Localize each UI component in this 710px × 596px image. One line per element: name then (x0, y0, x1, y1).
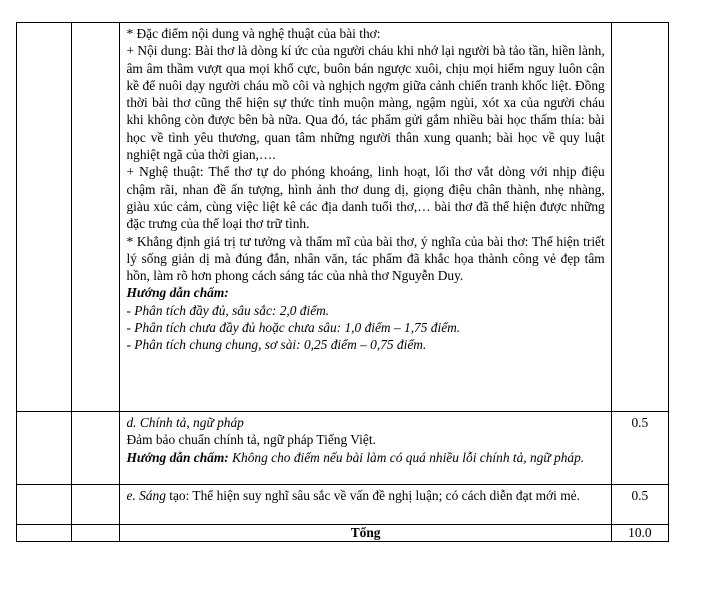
score-cell (611, 23, 668, 412)
cell-col2 (72, 23, 120, 412)
grading-table (16, 22, 669, 542)
content-paragraph: + Nội dung: Bài thơ là dòng kí ức của người cháu khi nhớ lại người bà tảo tần, hiền lành, âm âm thầm vượt qua mọi khổ cực, buôn bán ngược xuôi, chịu mọi hiểm nguy luôn cận kề để nuôi dạy người cháu mồ côi và nghịch ngợm giữa cảnh chiến tranh khốc liệt. Đồng thời bài thơ cũng thể hiện sự thức tỉnh muộn màng, ngậm ngùi, xót xa của người cháu khi không còn được bên bà nữa. Qua đó, tác phẩm gửi gắm nhiều bài học thấm thía: bài học về tình yêu thương, quan tâm những người thân xung quanh; bài học về quy luật nghiệt ngã của thời gian,…. (126, 43, 605, 163)
total-row (17, 525, 669, 542)
content-cell (120, 23, 611, 412)
cell-col1 (17, 412, 72, 485)
table-row (17, 485, 669, 525)
cell-col1 (17, 485, 72, 525)
section-body: tạo: Thể hiện suy nghĩ sâu sắc về vấn đề nghị luận; có cách diễn đạt mới mẻ. (165, 488, 580, 503)
score-cell (611, 485, 668, 525)
score-cell (611, 412, 668, 485)
total-score-cell (611, 525, 668, 542)
art-paragraph: + Nghệ thuật: Thể thơ tự do phóng khoáng, linh hoạt, lối thơ vắt dòng với nhịp điệu chậm rãi, nhan đề ấn tượng, hình ảnh thơ dung dị, giọng điệu chân thành, nhẹ nhàng, giàu xúc cảm, cùng việc liệt kê các địa danh tuổi thơ,… bài thơ đã thể hiện được những đặc trưng của thể loại thơ trữ tình. (126, 164, 605, 232)
guide-item: - Phân tích đầy đủ, sâu sắc: 2,0 điểm. (126, 302, 330, 318)
table-row (17, 412, 669, 485)
score-value: 0.5 (631, 488, 649, 503)
guide-heading: Hướng dẫn chấm: (126, 285, 229, 301)
section-body: Đảm bảo chuẩn chính tả, ngữ pháp Tiếng Việt. (126, 432, 376, 448)
value-paragraph: * Khẳng định giá trị tư tưởng và thẩm mĩ của bài thơ, ý nghĩa của bài thơ: Thể hiện triết lý sống giản dị mà đúng đắn, nhân văn, tác phẩm đã khắc họa thành công vẻ đẹp tâm hồn, làm rõ hơn phong cách sáng tác của nhà thơ Nguyễn Duy. (126, 233, 605, 284)
total-score: 10.0 (628, 525, 652, 540)
total-label-cell (120, 525, 611, 542)
cell-col2 (72, 412, 120, 485)
section-title: d. Chính tả, ngữ pháp (126, 415, 244, 430)
cell-col1 (17, 23, 72, 412)
guide-label: Hướng dẫn chấm: (126, 449, 229, 465)
section-title: e. Sáng (126, 488, 166, 503)
cell-col1 (17, 525, 72, 542)
guide-item: - Phân tích chung chung, sơ sài: 0,25 điểm – 0,75 điểm. (126, 337, 427, 353)
features-heading: * Đặc điểm nội dung và nghệ thuật của bài thơ: (126, 26, 381, 41)
cell-col2 (72, 485, 120, 525)
content-cell (120, 412, 611, 485)
table-row (17, 23, 669, 412)
cell-col2 (72, 525, 120, 542)
guide-item: - Phân tích chưa đầy đủ hoặc chưa sâu: 1,0 điểm – 1,75 điểm. (126, 320, 461, 336)
content-cell (120, 485, 611, 525)
total-label: Tổng (350, 525, 381, 540)
guide-text: Không cho điểm nếu bài làm có quá nhiều lỗi chính tả, ngữ pháp. (228, 449, 585, 465)
score-value: 0.5 (631, 415, 649, 430)
